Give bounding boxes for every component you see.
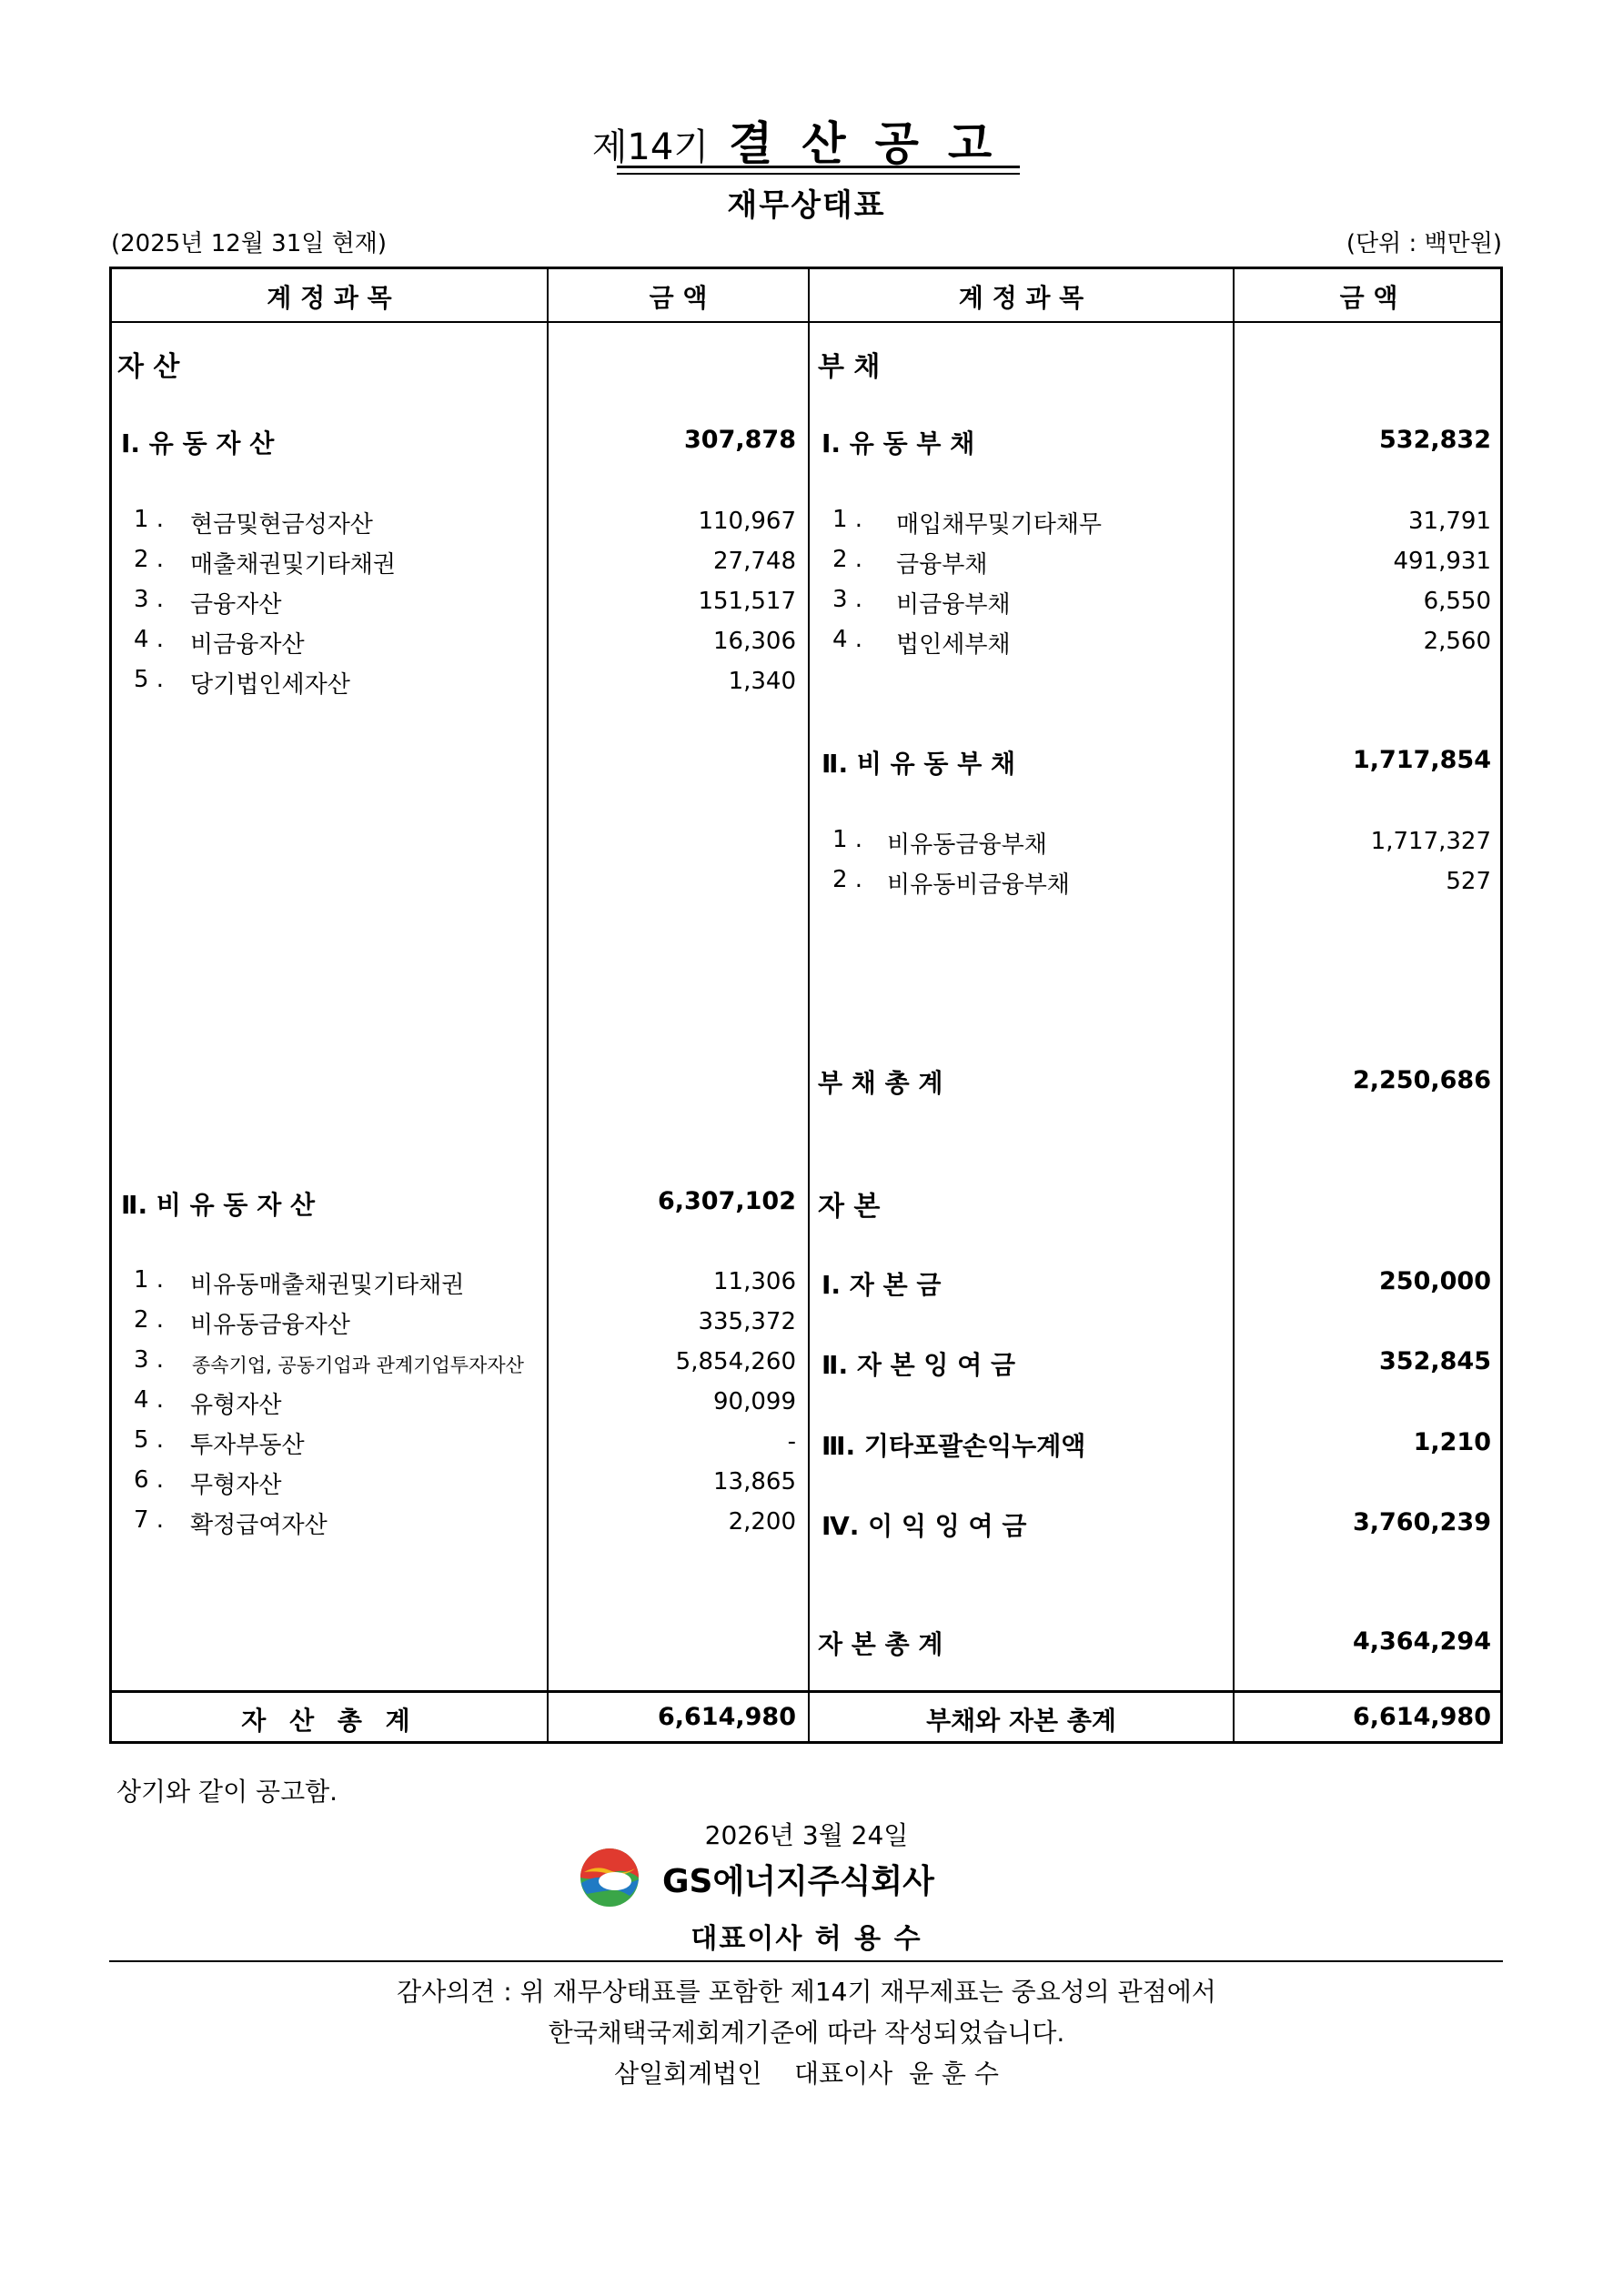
list-item-num: 3 . <box>134 586 165 613</box>
list-item-amount: 5,854,260 <box>675 1348 796 1375</box>
unit-note: (단위 : 백만원) <box>1346 230 1502 257</box>
list-item-num: 3 . <box>832 586 863 613</box>
list-item-amount: 110,967 <box>698 508 796 535</box>
company-name: GS에너지주식회사 <box>662 1863 934 1900</box>
list-item-name: 확정급여자산 <box>190 1512 328 1539</box>
title-main: 결산공고 <box>728 117 1022 170</box>
current-assets-label: Ⅰ. 유 동 자 산 <box>121 428 275 458</box>
list-item-name: 당기법인세자산 <box>190 671 350 699</box>
list-item-name: 비유동비금융부채 <box>887 871 1070 899</box>
assets-total-amount: 6,614,980 <box>657 1703 796 1731</box>
list-item-name: 비금융부채 <box>896 591 1011 619</box>
list-item-num: 7 . <box>134 1506 165 1534</box>
list-item-num: 5 . <box>134 666 165 693</box>
equity-item-label: Ⅱ. 자 본 잉 여 금 <box>822 1350 1016 1380</box>
list-item-num: 2 . <box>134 546 165 573</box>
noncurrent-liabilities-amount: 1,717,854 <box>1352 746 1491 774</box>
col-header-amount-right: 금 액 <box>1339 283 1398 313</box>
closing-statement: 상기와 같이 공고함. <box>116 1777 338 1807</box>
grand-total-label: 부채와 자본 총계 <box>926 1706 1116 1736</box>
list-item-name: 법인세부채 <box>896 631 1011 659</box>
equity-item-amount: 3,760,239 <box>1352 1508 1491 1536</box>
date-note: (2025년 12월 31일 현재) <box>111 230 387 257</box>
list-item-num: 6 . <box>134 1466 165 1494</box>
audit-opinion-line2: 한국채택국제회계기준에 따라 작성되었습니다. <box>548 2018 1065 2048</box>
list-item-name: 투자부동산 <box>190 1432 305 1459</box>
list-item-amount: 151,517 <box>698 588 796 615</box>
equity-item-amount: 352,845 <box>1379 1347 1491 1375</box>
list-item-name: 비유동금융부채 <box>887 831 1047 859</box>
list-item-name: 매입채무및기타채무 <box>896 511 1103 539</box>
publication-date: 2026년 3월 24일 <box>704 1820 909 1850</box>
equity-item-label: Ⅲ. 기타포괄손익누계액 <box>822 1431 1086 1461</box>
total-row-divider <box>112 1690 1500 1693</box>
assets-heading: 자 산 <box>117 351 180 383</box>
list-item-amount: 31,791 <box>1408 508 1491 535</box>
equity-item-label: Ⅰ. 자 본 금 <box>822 1270 942 1300</box>
footer-divider <box>109 1960 1503 1962</box>
list-item-name: 현금및현금성자산 <box>190 511 373 539</box>
statement-subtitle: 재무상태표 <box>727 187 886 224</box>
list-item-amount: 6,550 <box>1423 588 1491 615</box>
liabilities-total-label: 부 채 총 계 <box>818 1068 943 1098</box>
header-row-divider <box>112 321 1500 323</box>
liabilities-heading: 부 채 <box>818 351 881 383</box>
list-item-amount: 90,099 <box>713 1388 796 1415</box>
title-underline-double <box>617 173 1020 175</box>
list-item-num: 4 . <box>134 1386 165 1414</box>
list-item-num: 5 . <box>134 1426 165 1454</box>
equity-total-amount: 4,364,294 <box>1352 1627 1491 1656</box>
equity-total-label: 자 본 총 계 <box>818 1629 943 1659</box>
list-item-amount: 11,306 <box>713 1268 796 1295</box>
list-item-name: 금융부채 <box>896 551 988 579</box>
list-item-name: 비유동금융자산 <box>190 1312 350 1339</box>
list-item-name: 금융자산 <box>190 591 282 619</box>
list-item-num: 3 . <box>134 1346 165 1374</box>
list-item-name: 종속기업, 공동기업과 관계기업투자자산 <box>192 1354 524 1376</box>
table-divider <box>808 269 810 1741</box>
list-item-name: 유형자산 <box>190 1392 282 1419</box>
ceo-name: 대표이사 허 용 수 <box>691 1923 922 1955</box>
list-item-amount: 13,865 <box>713 1468 796 1495</box>
list-item-num: 1 . <box>832 826 863 853</box>
list-item-name: 매출채권및기타채권 <box>190 551 397 579</box>
list-item-name: 비유동매출채권및기타채권 <box>190 1272 465 1299</box>
assets-total-label: 자 산 총 계 <box>241 1706 418 1736</box>
gs-logo-icon <box>579 1847 640 1908</box>
list-item-amount: 2,560 <box>1423 628 1491 655</box>
current-liabilities-amount: 532,832 <box>1379 426 1491 454</box>
auditor-signature: 삼일회계법인 대표이사 윤 훈 수 <box>614 2059 999 2089</box>
list-item-num: 1 . <box>134 506 165 533</box>
equity-item-label: Ⅳ. 이 익 잉 여 금 <box>822 1511 1027 1541</box>
list-item-num: 2 . <box>832 866 863 893</box>
title-period: 제14기 <box>591 126 709 168</box>
list-item-amount: - <box>787 1428 796 1455</box>
list-item-amount: 491,931 <box>1393 548 1491 575</box>
equity-heading: 자 본 <box>818 1191 881 1223</box>
page-title <box>0 107 1613 173</box>
noncurrent-liabilities-label: Ⅱ. 비 유 동 부 채 <box>822 749 1016 779</box>
list-item-num: 1 . <box>832 506 863 533</box>
liabilities-total-amount: 2,250,686 <box>1352 1066 1491 1094</box>
current-liabilities-label: Ⅰ. 유 동 부 채 <box>822 428 975 458</box>
list-item-amount: 2,200 <box>728 1508 796 1536</box>
list-item-num: 2 . <box>134 1306 165 1334</box>
current-assets-amount: 307,878 <box>684 426 796 454</box>
list-item-name: 무형자산 <box>190 1472 282 1499</box>
col-header-amount-left: 금 액 <box>649 283 708 313</box>
col-header-account-left: 계 정 과 목 <box>267 283 392 313</box>
audit-opinion-line1: 감사의견 : 위 재무상태표를 포함한 제14기 재무제표는 중요성의 관점에서 <box>397 1977 1216 2007</box>
list-item-num: 4 . <box>134 626 165 653</box>
grand-total-amount: 6,614,980 <box>1352 1703 1491 1731</box>
equity-item-amount: 1,210 <box>1413 1428 1491 1456</box>
logo-swoosh <box>599 1872 631 1890</box>
col-header-account-right: 계 정 과 목 <box>958 283 1084 313</box>
list-item-amount: 527 <box>1446 868 1491 895</box>
equity-item-amount: 250,000 <box>1379 1267 1491 1295</box>
list-item-amount: 27,748 <box>713 548 796 575</box>
title-underline <box>617 166 1020 168</box>
list-item-amount: 1,717,327 <box>1370 828 1491 855</box>
list-item-num: 4 . <box>832 626 863 653</box>
list-item-name: 비금융자산 <box>190 631 305 659</box>
list-item-amount: 335,372 <box>698 1308 796 1335</box>
list-item-num: 1 . <box>134 1266 165 1294</box>
list-item-num: 2 . <box>832 546 863 573</box>
balance-sheet-table <box>109 267 1503 1744</box>
noncurrent-assets-amount: 6,307,102 <box>657 1187 796 1215</box>
list-item-amount: 1,340 <box>728 668 796 695</box>
noncurrent-assets-label: Ⅱ. 비 유 동 자 산 <box>121 1190 316 1220</box>
list-item-amount: 16,306 <box>713 628 796 655</box>
